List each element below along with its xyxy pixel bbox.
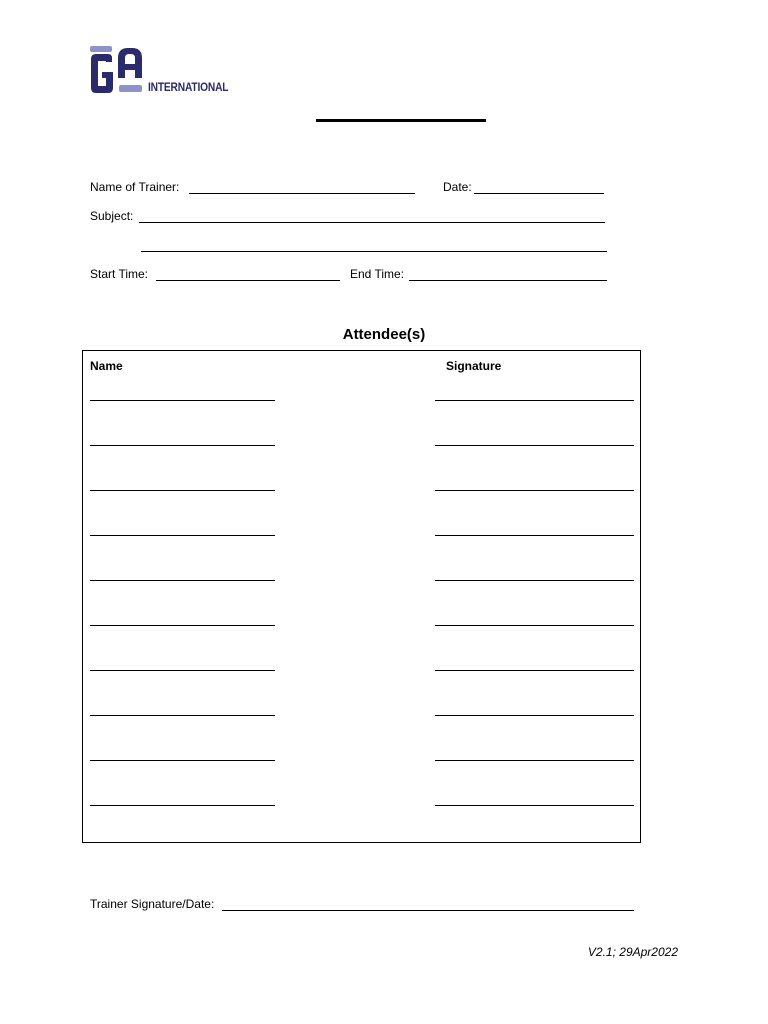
attendee-name-field[interactable] — [90, 760, 275, 761]
end-time-field[interactable] — [409, 280, 607, 281]
attendee-name-field[interactable] — [90, 445, 275, 446]
attendee-signature-field[interactable] — [435, 400, 634, 401]
attendee-name-field[interactable] — [90, 400, 275, 401]
ga-international-logo — [88, 44, 148, 96]
date-label: Date: — [443, 180, 472, 194]
attendee-name-field[interactable] — [90, 670, 275, 671]
attendee-name-field[interactable] — [90, 580, 275, 581]
attendee-name-field[interactable] — [90, 715, 275, 716]
attendee-signature-field[interactable] — [435, 625, 634, 626]
attendee-signature-field[interactable] — [435, 670, 634, 671]
end-time-label: End Time: — [350, 267, 405, 281]
start-time-field[interactable] — [156, 280, 340, 281]
attendee-name-field[interactable] — [90, 535, 275, 536]
logo-wordmark: INTERNATIONAL — [148, 80, 229, 94]
attendee-signature-field[interactable] — [435, 715, 634, 716]
attendee-signature-field[interactable] — [435, 490, 634, 491]
attendee-signature-field[interactable] — [435, 580, 634, 581]
trainer-signature-label: Trainer Signature/Date: — [90, 897, 215, 911]
attendees-heading: Attendee(s) — [342, 326, 426, 343]
attendee-name-field[interactable] — [90, 490, 275, 491]
start-time-label: Start Time: — [90, 267, 149, 281]
attendee-signature-field[interactable] — [435, 760, 634, 761]
date-field[interactable] — [474, 193, 604, 194]
attendees-table — [82, 350, 641, 843]
subject-label: Subject: — [90, 209, 134, 223]
title-line — [316, 119, 486, 122]
trainer-name-field[interactable] — [189, 193, 415, 194]
trainer-signature-field[interactable] — [222, 910, 634, 911]
attendee-name-field[interactable] — [90, 805, 275, 806]
attendee-signature-field[interactable] — [435, 805, 634, 806]
subject-field-continued[interactable] — [141, 251, 607, 252]
name-column-header: Name — [90, 359, 123, 373]
trainer-name-label: Name of Trainer: — [90, 180, 180, 194]
attendee-name-field[interactable] — [90, 625, 275, 626]
subject-field[interactable] — [139, 222, 605, 223]
signature-column-header: Signature — [446, 359, 502, 373]
attendee-signature-field[interactable] — [435, 535, 634, 536]
attendee-signature-field[interactable] — [435, 445, 634, 446]
version-label: V2.1; 29Apr2022 — [587, 945, 678, 959]
